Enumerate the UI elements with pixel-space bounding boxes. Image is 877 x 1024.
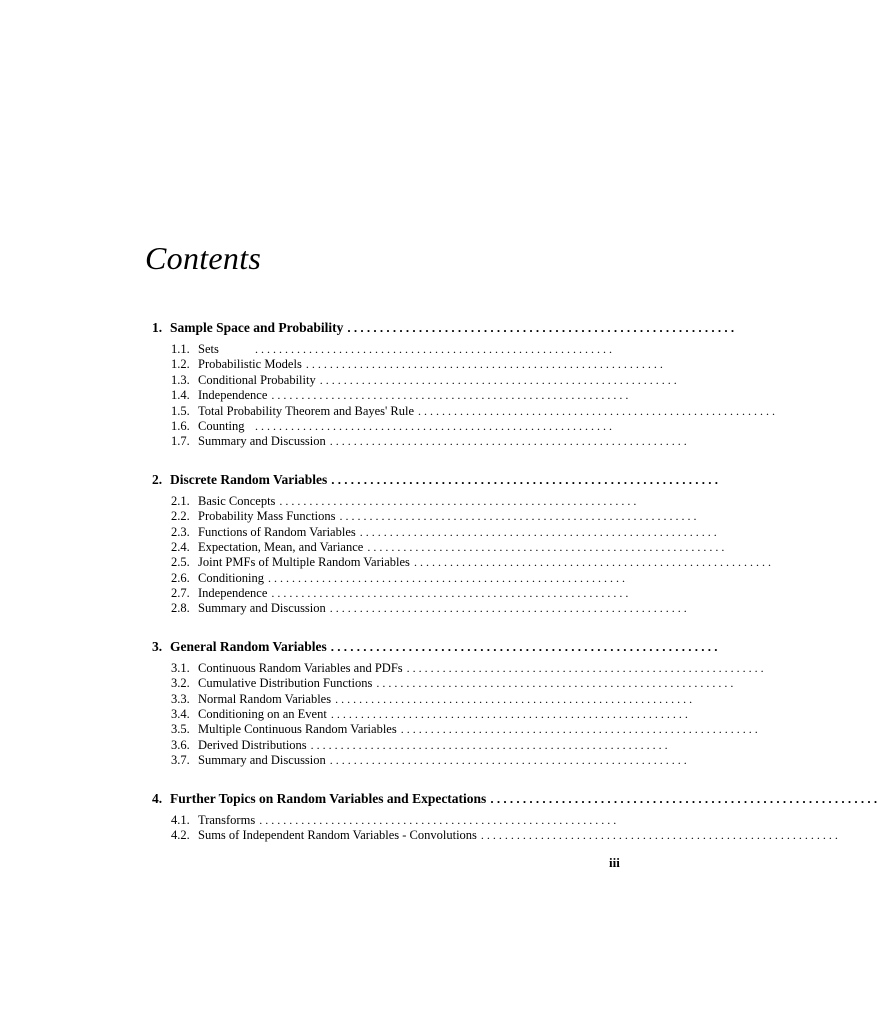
section-title: Transforms (198, 812, 256, 827)
section-title: Functions of Random Variables (198, 524, 356, 539)
section-entry[interactable] (171, 676, 734, 691)
section-entry[interactable] (171, 539, 725, 555)
section-entry[interactable] (171, 737, 668, 753)
section-title: Multiple Continuous Random Variables (198, 722, 397, 737)
section-entry[interactable] (171, 403, 776, 419)
dot-leader: . . . . . . . . . . . . . . . . . . . . . . . . . . . . . . . . . . . . . . . . . . . . . . . . . . . . . . . . . . . . (480, 827, 838, 842)
section-entry[interactable] (171, 586, 629, 601)
chapter-1 (152, 320, 776, 450)
dot-leader: . . . . . . . . . . . . . . . . . . . . . . . . . . . . . . . . . . . . . . . . . . . . . . . . . . . . . . . . . . . . (305, 357, 663, 372)
dot-leader: . . . . . . . . . . . . . . . . . . . . . . . . . . . . . . . . . . . . . . . . . . . . . . . . . . . . . . . . . . . . (310, 737, 668, 752)
dot-leader: . . . . . . . . . . . . . . . . . . . . . . . . . . . . . . . . . . . . . . . . . . . . . . . . . . . . . . . . . . . . (319, 372, 677, 387)
section-entry[interactable] (171, 691, 693, 707)
section-entry[interactable] (171, 660, 764, 676)
section-title: Conditional Probability (198, 372, 316, 387)
dot-leader: . . . . . . . . . . . . . . . . . . . . . . . . . . . . . . . . . . . . . . . . . . . . . . . . . . . . . . . . . . . . (330, 638, 718, 654)
section-number: 2.7. (171, 586, 190, 601)
section-title: Summary and Discussion (198, 601, 326, 616)
section-entry[interactable] (171, 570, 625, 586)
section-number: 3.5. (171, 722, 190, 737)
section-entry[interactable] (171, 753, 687, 768)
section-number: 3.2. (171, 676, 190, 691)
section-number: 2.8. (171, 601, 190, 616)
section-number: 2.3. (171, 524, 190, 539)
section-title: Cumulative Distribution Functions (198, 676, 373, 691)
dot-leader: . . . . . . . . . . . . . . . . . . . . . . . . . . . . . . . . . . . . . . . . . . . . . . . . . . . . . . . . . . . . (329, 601, 687, 616)
chapter-title: Discrete Random Variables (170, 471, 328, 487)
section-title: Summary and Discussion (198, 753, 326, 768)
section-title: Total Probability Theorem and Bayes' Rule (198, 403, 415, 418)
dot-leader: . . . . . . . . . . . . . . . . . . . . . . . . . . . . . . . . . . . . . . . . . . . . . . . . . . . . . . . . . . . . (329, 753, 687, 768)
section-title: Derived Distributions (198, 737, 307, 752)
page-title: Contents (145, 240, 262, 276)
section-entry[interactable] (171, 342, 612, 357)
section-number: 2.4. (171, 539, 190, 554)
section-number: 3.7. (171, 753, 190, 768)
chapter-number: 3. (152, 638, 163, 654)
section-title: Normal Random Variables (198, 691, 332, 706)
chapter-number: 1. (152, 320, 163, 335)
section-title: Independence (198, 388, 268, 403)
section-number: 1.6. (171, 418, 190, 433)
section-number: 1.5. (171, 403, 190, 418)
section-entry[interactable] (171, 524, 717, 540)
dot-leader: . . . . . . . . . . . . . . . . . . . . . . . . . . . . . . . . . . . . . . . . . . . . . . . . . . . . . . . . . . . . (339, 509, 697, 524)
section-number: 1.1. (171, 342, 190, 356)
section-title: Independence (198, 586, 268, 601)
dot-leader: . . . . . . . . . . . . . . . . . . . . . . . . . . . . . . . . . . . . . . . . . . . . . . . . . . . . . . . . . . . . (267, 570, 625, 585)
dot-leader: . . . . . . . . . . . . . . . . . . . . . . . . . . . . . . . . . . . . . . . . . . . . . . . . . . . . . . . . . . . . (255, 342, 612, 356)
chapter-3 (152, 638, 764, 769)
section-number: 1.3. (171, 372, 190, 387)
section-title: Sets (198, 342, 219, 356)
section-list (152, 493, 771, 617)
section-entry[interactable] (171, 722, 758, 737)
section-list (152, 812, 838, 844)
section-number: 2.5. (171, 555, 190, 570)
section-number: 2.6. (171, 570, 190, 585)
section-number: 1.7. (171, 434, 190, 449)
dot-leader: . . . . . . . . . . . . . . . . . . . . . . . . . . . . . . . . . . . . . . . . . . . . . . . . . . . . . . . . . . . . (255, 418, 612, 433)
dot-leader: . . . . . . . . . . . . . . . . . . . . . . . . . . . . . . . . . . . . . . . . . . . . . . . . . . . . . . . . . . . . (330, 707, 688, 722)
section-title: Counting (198, 418, 245, 433)
chapter-number: 2. (152, 471, 163, 487)
section-entry[interactable] (171, 493, 637, 509)
section-title: Continuous Random Variables and PDFs (198, 660, 403, 675)
section-number: 1.2. (171, 357, 190, 372)
dot-leader: . . . . . . . . . . . . . . . . . . . . . . . . . . . . . . . . . . . . . . . . . . . . . . . . . . . . . . . . . . . . (413, 555, 771, 570)
section-title: Conditioning on an Event (198, 707, 327, 722)
section-entry[interactable] (171, 372, 677, 388)
chapter-heading[interactable] (152, 320, 735, 340)
dot-leader: . . . . . . . . . . . . . . . . . . . . . . . . . . . . . . . . . . . . . . . . . . . . . . . . . . . . . . . . . . . . (259, 812, 617, 827)
section-title: Basic Concepts (198, 493, 276, 508)
section-number: 3.1. (171, 660, 190, 675)
chapter-title: Sample Space and Probability (170, 320, 344, 335)
section-number: 3.6. (171, 737, 190, 752)
section-number: 3.3. (171, 691, 190, 706)
chapter-2 (152, 471, 771, 617)
section-number: 2.2. (171, 509, 190, 524)
dot-leader: . . . . . . . . . . . . . . . . . . . . . . . . . . . . . . . . . . . . . . . . . . . . . . . . . . . . . . . . . . . . (376, 676, 734, 691)
dot-leader: . . . . . . . . . . . . . . . . . . . . . . . . . . . . . . . . . . . . . . . . . . . . . . . . . . . . . . . . . . . . (359, 524, 717, 539)
dot-leader: . . . . . . . . . . . . . . . . . . . . . . . . . . . . . . . . . . . . . . . . . . . . . . . . . . . . . . . . . . . . (406, 660, 764, 675)
dot-leader: . . . . . . . . . . . . . . . . . . . . . . . . . . . . . . . . . . . . . . . . . . . . . . . . . . . . . . . . . . . . (335, 691, 693, 706)
chapter-title: Further Topics on Random Variables and Expectations (170, 790, 487, 806)
chapter-heading[interactable] (152, 471, 718, 492)
dot-leader: . . . . . . . . . . . . . . . . . . . . . . . . . . . . . . . . . . . . . . . . . . . . . . . . . . . . . . . . . . . . (279, 493, 637, 508)
section-title: Conditioning (198, 570, 264, 585)
section-list (152, 660, 764, 769)
section-number: 3.4. (171, 707, 190, 722)
dot-leader: . . . . . . . . . . . . . . . . . . . . . . . . . . . . . . . . . . . . . . . . . . . . . . . . . . . . . . . . . . . . (329, 434, 687, 449)
chapter-heading[interactable] (152, 790, 877, 811)
chapter-title: General Random Variables (170, 638, 327, 654)
section-title: Probability Mass Functions (198, 509, 336, 524)
section-number: 4.1. (171, 812, 190, 827)
chapter-number: 4. (152, 790, 163, 806)
section-entry[interactable] (171, 555, 771, 570)
section-list (152, 342, 776, 450)
section-number: 4.2. (171, 827, 190, 842)
section-entry[interactable] (171, 827, 838, 843)
section-title: Joint PMFs of Multiple Random Variables (198, 555, 410, 570)
dot-leader: . . . . . . . . . . . . . . . . . . . . . . . . . . . . . . . . . . . . . . . . . . . . . . . . . . . . . . . . . . . . (331, 471, 718, 487)
section-entry[interactable] (171, 357, 663, 372)
section-entry[interactable] (171, 434, 687, 449)
dot-leader: . . . . . . . . . . . . . . . . . . . . . . . . . . . . . . . . . . . . . . . . . . . . . . . . . . . . . . . . . . . . (271, 586, 629, 601)
dot-leader: . . . . . . . . . . . . . . . . . . . . . . . . . . . . . . . . . . . . . . . . . . . . . . . . . . . . . . . . . . . . (367, 539, 725, 554)
dot-leader: . . . . . . . . . . . . . . . . . . . . . . . . . . . . . . . . . . . . . . . . . . . . . . . . . . . . . . . . . . . . (271, 388, 629, 403)
section-number: 1.4. (171, 388, 190, 403)
section-title: Sums of Independent Random Variables - Convolutions (198, 827, 477, 842)
dot-leader: . . . . . . . . . . . . . . . . . . . . . . . . . . . . . . . . . . . . . . . . . . . . . . . . . . . . . . . . . . . . (490, 790, 877, 806)
section-entry[interactable] (171, 707, 688, 722)
chapter-4 (152, 790, 877, 844)
section-entry[interactable] (171, 509, 697, 524)
chapter-heading[interactable] (152, 638, 718, 659)
dot-leader: . . . . . . . . . . . . . . . . . . . . . . . . . . . . . . . . . . . . . . . . . . . . . . . . . . . . . . . . . . . . (400, 722, 758, 737)
section-entry[interactable] (171, 812, 617, 828)
section-number: 2.1. (171, 493, 190, 508)
section-entry[interactable] (171, 601, 687, 616)
section-title: Expectation, Mean, and Variance (198, 539, 364, 554)
section-entry[interactable] (171, 419, 612, 434)
dot-leader: . . . . . . . . . . . . . . . . . . . . . . . . . . . . . . . . . . . . . . . . . . . . . . . . . . . . . . . . . . . . (347, 320, 735, 335)
section-title: Summary and Discussion (198, 434, 326, 449)
section-title: Probabilistic Models (198, 357, 302, 372)
section-entry[interactable] (171, 388, 629, 403)
dot-leader: . . . . . . . . . . . . . . . . . . . . . . . . . . . . . . . . . . . . . . . . . . . . . . . . . . . . . . . . . . . . (418, 403, 776, 418)
page-number: iii (609, 855, 620, 870)
